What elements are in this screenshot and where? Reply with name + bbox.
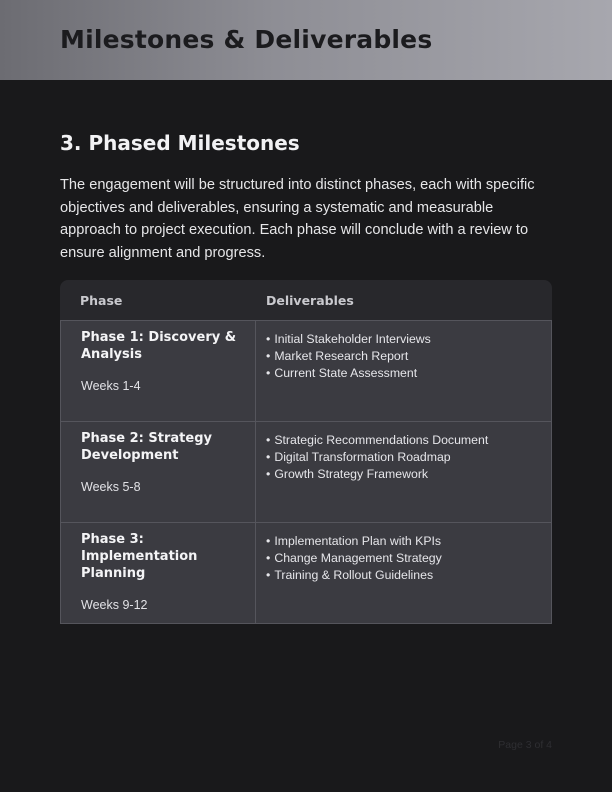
phase-weeks: Weeks 1-4 [81,379,141,393]
table-header [60,280,552,320]
header-band [0,0,612,80]
phase-name: Phase 3: Implementation Planning [81,532,198,581]
deliverables-cell [256,422,552,522]
deliverables-list [266,533,541,584]
phase-weeks: Weeks 9-12 [81,598,148,612]
phase-name: Phase 2: Strategy Development [81,431,212,463]
deliverable-item: • Growth Strategy Framework [266,466,541,483]
column-header-phase: Phase [80,292,123,308]
deliverable-item: • Initial Stakeholder Interviews [266,331,541,348]
phase-cell [60,422,256,522]
deliverable-item: • Strategic Recommendations Document [266,432,541,449]
section-title: 3. Phased Milestones [60,131,300,155]
table-row [60,320,552,421]
deliverables-cell [256,523,552,623]
deliverables-cell [256,321,552,421]
phase-name: Phase 1: Discovery & Analysis [81,330,237,362]
page-title: Milestones & Deliverables [60,25,433,54]
phase-cell [60,321,256,421]
intro-paragraph: The engagement will be structured into distinct phases, each with specific objectives and deliverables, ensuring a systematic and measurable approach to project execution. Each phase will conclude with a review to ensure alignment and progress. [60,177,535,261]
deliverable-item: • Implementation Plan with KPIs [266,533,541,550]
table-row [60,421,552,522]
table-row [60,522,552,624]
deliverable-item: • Training & Rollout Guidelines [266,567,541,584]
column-header-deliverables: Deliverables [266,292,354,308]
deliverables-list [266,331,541,382]
milestones-table [60,280,552,624]
phase-weeks: Weeks 5-8 [81,480,141,494]
phase-cell [60,523,256,623]
deliverable-item: • Change Management Strategy [266,550,541,567]
deliverables-list [266,432,541,483]
deliverable-item: • Digital Transformation Roadmap [266,449,541,466]
deliverable-item: • Market Research Report [266,348,541,365]
page-number: Page 3 of 4 [498,739,552,751]
deliverable-item: • Current State Assessment [266,365,541,382]
